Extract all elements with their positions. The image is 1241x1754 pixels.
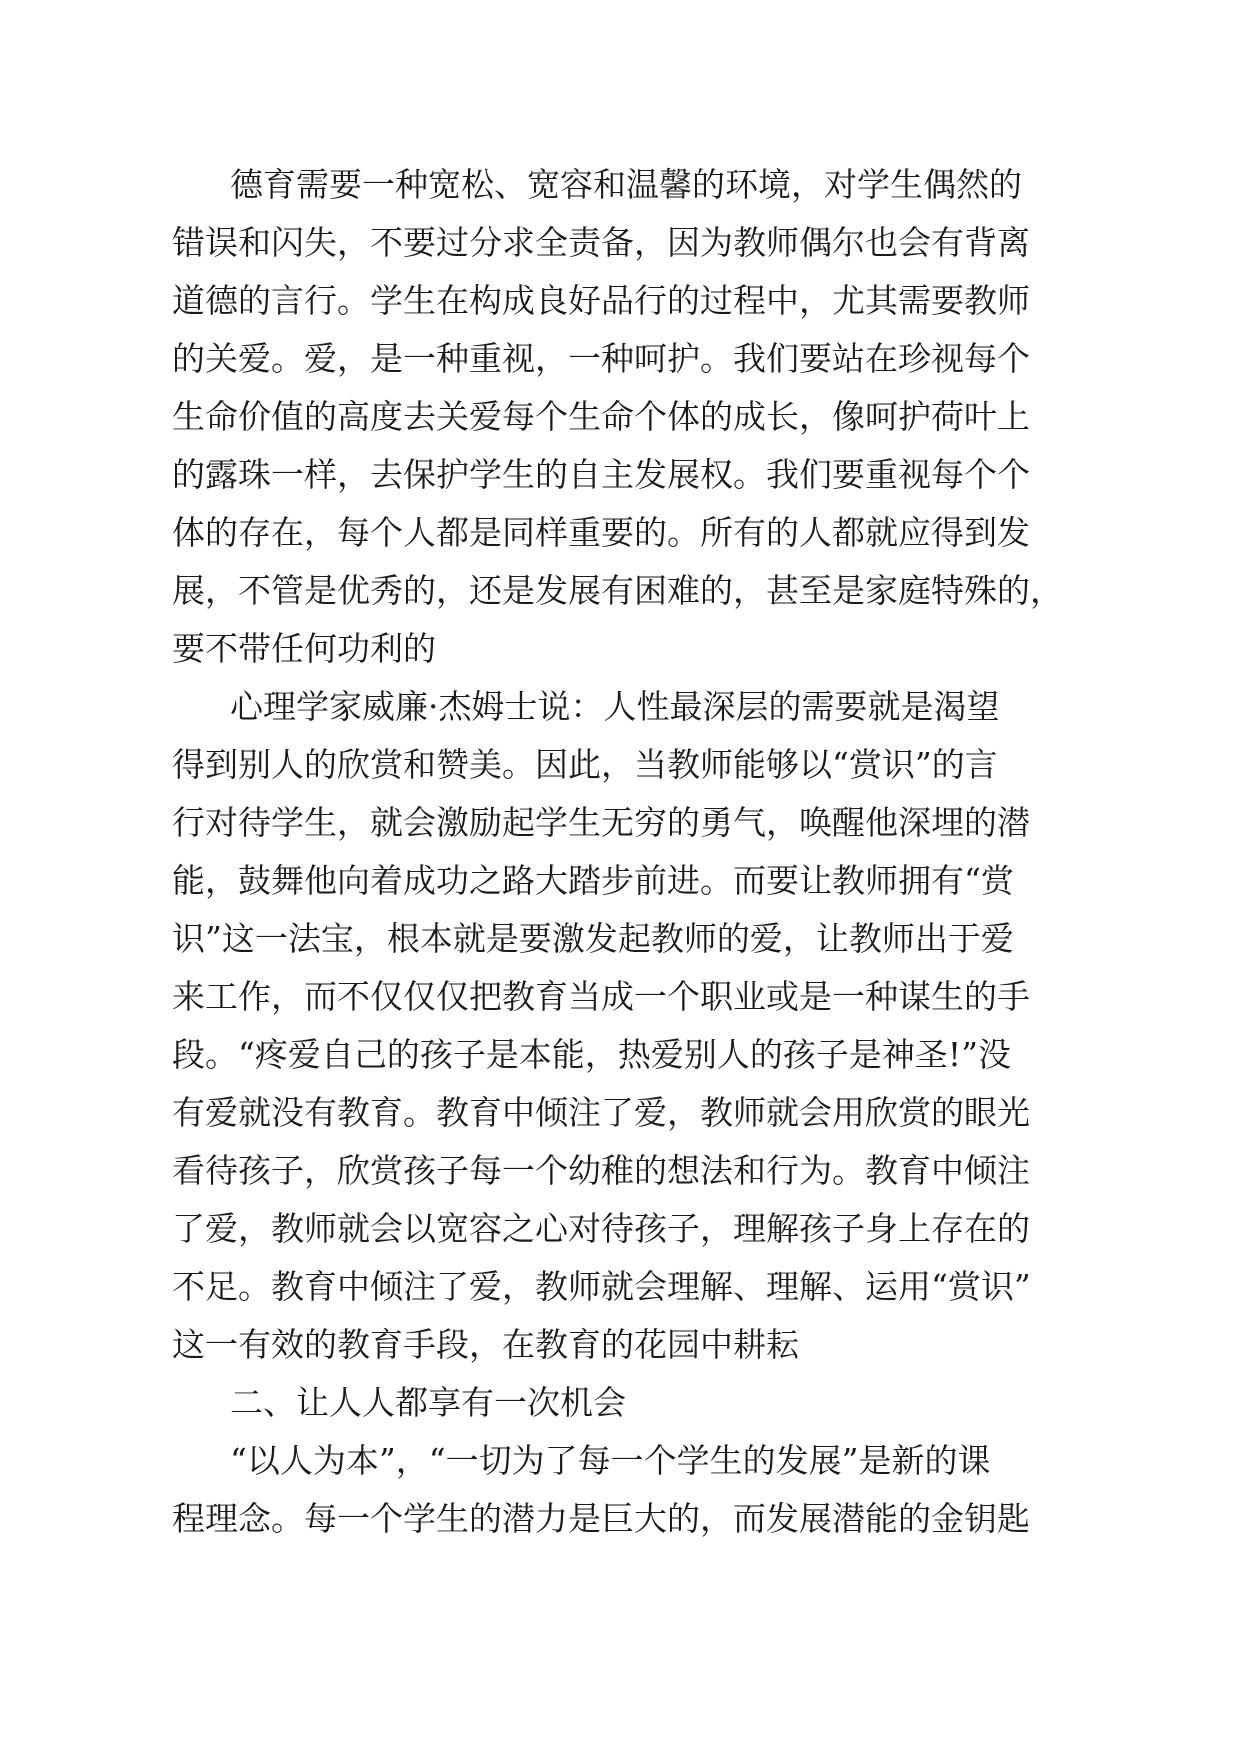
text-line: 的关爱。爱，是一种重视，一种呵护。我们要站在珍视每个 xyxy=(172,339,1030,378)
text-line: 德育需要一种宽松、宽容和温馨的环境，对学生偶然的 xyxy=(230,165,1022,204)
text-line: 错误和闪失，不要过分求全责备，因为教师偶尔也会有背离 xyxy=(172,223,1030,262)
text-line: “以人为本”，“一切为了每一个学生的发展”是新的课 xyxy=(230,1441,991,1480)
text-line: 有爱就没有教育。教育中倾注了爱，教师就会用欣赏的眼光 xyxy=(172,1093,1030,1132)
text-line: 得到别人的欣赏和赞美。因此，当教师能够以“赏识”的言 xyxy=(172,745,998,784)
text-line: 来工作，而不仅仅仅把教育当成一个职业或是一种谋生的手 xyxy=(172,977,1030,1016)
text-line: 道德的言行。学生在构成良好品行的过程中，尤其需要教师 xyxy=(172,281,1030,320)
text-line: 识”这一法宝，根本就是要激发起教师的爱，让教师出于爱 xyxy=(172,919,1014,958)
text-line: 看待孩子，欣赏孩子每一个幼稚的想法和行为。教育中倾注 xyxy=(172,1151,1030,1190)
section-heading: 二、让人人都享有一次机会 xyxy=(230,1383,626,1422)
text-line: 生命价值的高度去关爱每个生命个体的成长，像呵护荷叶上 xyxy=(172,397,1030,436)
text-line: 要不带任何功利的 xyxy=(172,629,436,668)
text-line: 展，不管是优秀的，还是发展有困难的，甚至是家庭特殊的， xyxy=(172,571,1063,610)
text-line: 这一有效的教育手段，在教育的花园中耕耘 xyxy=(172,1325,799,1364)
text-line: 行对待学生，就会激励起学生无穷的勇气，唤醒他深埋的潜 xyxy=(172,803,1030,842)
text-line: 心理学家威廉·杰姆士说：人性最深层的需要就是渴望 xyxy=(230,687,1000,726)
text-line: 不足。教育中倾注了爱，教师就会理解、理解、运用“赏识” xyxy=(172,1267,1031,1306)
text-line: 的露珠一样，去保护学生的自主发展权。我们要重视每个个 xyxy=(172,455,1030,494)
text-line: 体的存在，每个人都是同样重要的。所有的人都就应得到发 xyxy=(172,513,1030,552)
text-line: 能，鼓舞他向着成功之路大踏步前进。而要让教师拥有“赏 xyxy=(172,861,1014,900)
text-line: 了爱，教师就会以宽容之心对待孩子，理解孩子身上存在的 xyxy=(172,1209,1030,1248)
text-line: 程理念。每一个学生的潜力是巨大的，而发展潜能的金钥匙 xyxy=(172,1499,1030,1538)
text-line: 段。“疼爱自己的孩子是本能，热爱别人的孩子是神圣!”没 xyxy=(172,1035,1012,1074)
